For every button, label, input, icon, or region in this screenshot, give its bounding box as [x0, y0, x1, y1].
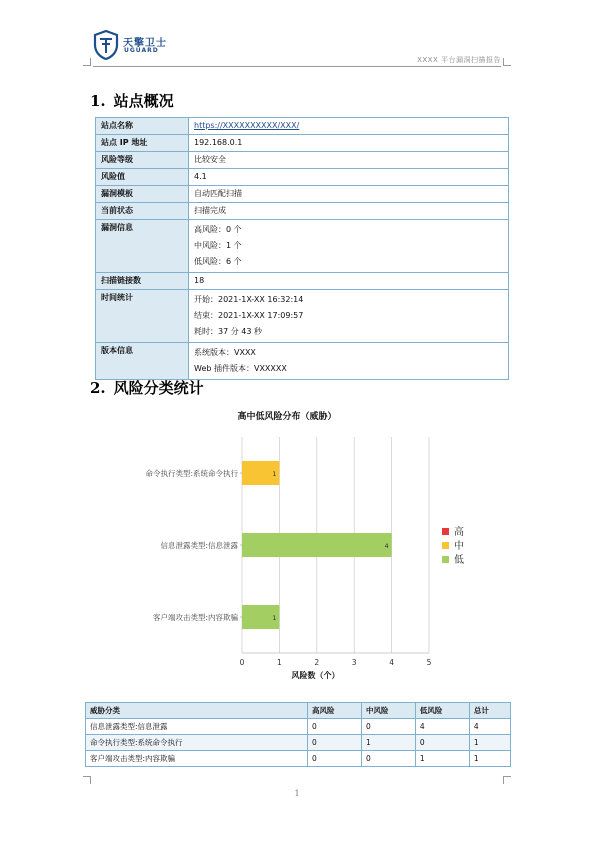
section-title: 风险分类统计	[113, 379, 204, 397]
legend-swatch	[442, 528, 449, 535]
ip-value: 192.168.0.1	[189, 135, 509, 152]
logo	[93, 30, 183, 62]
section-title: 站点概况	[113, 92, 174, 110]
time-label: 时间统计	[96, 290, 189, 343]
risk-summary-table	[85, 702, 511, 767]
column-header: 高风险	[308, 703, 362, 719]
chart-svg	[90, 405, 510, 695]
x-tick-label: 5	[426, 658, 432, 667]
table-row	[96, 273, 509, 290]
table-cell: 信息泄露类型:信息泄露	[86, 719, 308, 735]
links-value: 18	[189, 273, 509, 290]
site-name-label: 站点名称	[96, 118, 189, 135]
vuln-label: 漏洞信息	[96, 220, 189, 273]
vuln-low: 低风险：6 个	[194, 257, 242, 266]
section-number: 1.	[90, 92, 106, 110]
vuln-mid: 中风险：1 个	[194, 241, 242, 250]
risk-distribution-chart	[90, 405, 510, 695]
ip-label: 站点 IP 地址	[96, 135, 189, 152]
table-cell: 0	[361, 719, 415, 735]
x-tick-label: 3	[351, 658, 357, 667]
page-number: 1	[294, 789, 300, 798]
logo-text: 天擎卫士	[123, 38, 167, 49]
vuln-high: 高风险：0 个	[194, 225, 242, 234]
table-row	[96, 203, 509, 220]
x-tick-label: 4	[389, 658, 394, 667]
table-row	[96, 343, 509, 380]
table-cell: 客户端攻击类型:内容欺骗	[86, 751, 308, 767]
template-label: 漏洞模板	[96, 186, 189, 203]
section-number: 2.	[90, 379, 106, 397]
table-row	[96, 135, 509, 152]
y-tick-label: 命令执行类型:系统命令执行	[145, 469, 238, 478]
legend-swatch	[442, 556, 449, 563]
y-tick-label: 客户端攻击类型:内容欺骗	[152, 613, 238, 622]
shield-logo-icon	[93, 30, 119, 60]
x-tick-label: 0	[239, 658, 245, 667]
version-system: 系统版本：VXXX	[194, 348, 256, 357]
version-label: 版本信息	[96, 343, 189, 380]
links-label: 扫描链接数	[96, 273, 189, 290]
table-cell: 4	[469, 719, 510, 735]
table-row	[86, 735, 511, 751]
table-row	[96, 152, 509, 169]
report-title: XXXX 平台漏洞扫描报告	[417, 56, 501, 64]
data-label: 4	[384, 542, 389, 550]
x-tick-label: 1	[277, 658, 282, 667]
table-cell: 1	[469, 751, 510, 767]
legend-label: 低	[454, 555, 464, 566]
table-cell: 命令执行类型:系统命令执行	[86, 735, 308, 751]
bar-low	[242, 533, 392, 557]
page-corner-mark	[503, 776, 511, 784]
data-label: 1	[272, 470, 277, 478]
data-label: 1	[272, 614, 277, 622]
table-cell: 0	[308, 719, 362, 735]
chart-title: 高中低风险分布（威胁）	[237, 412, 337, 422]
time-start: 开始：2021-1X-XX 16:32:14	[194, 295, 304, 304]
legend-swatch	[442, 542, 449, 549]
table-row	[96, 118, 509, 135]
risk-value: 4.1	[189, 169, 509, 186]
column-header: 威胁分类	[86, 703, 308, 719]
table-row	[96, 220, 509, 273]
status-value: 扫描完成	[189, 203, 509, 220]
table-cell: 0	[308, 735, 362, 751]
table-cell: 0	[308, 751, 362, 767]
legend-label: 中	[454, 541, 464, 552]
status-label: 当前状态	[96, 203, 189, 220]
column-header: 总计	[469, 703, 510, 719]
page-corner-mark	[503, 58, 511, 66]
site-url-link[interactable]: https://XXXXXXXXXX/XXX/	[194, 121, 300, 130]
header-divider	[93, 66, 501, 67]
table-cell: 0	[361, 751, 415, 767]
table-cell: 0	[415, 735, 469, 751]
page-corner-mark	[83, 58, 91, 66]
legend-label: 高	[454, 527, 464, 538]
risk-value-label: 风险值	[96, 169, 189, 186]
section-heading-overview	[90, 90, 174, 111]
time-end: 结束：2021-1X-XX 17:09:57	[194, 311, 304, 320]
table-row	[96, 169, 509, 186]
x-tick-label: 2	[314, 658, 320, 667]
y-tick-label: 信息泄露类型:信息泄露	[160, 541, 238, 550]
section-heading-risk	[90, 377, 204, 398]
table-cell: 1	[361, 735, 415, 751]
logo-subtext: UGUARD	[124, 47, 159, 54]
table-row	[86, 751, 511, 767]
time-cost: 耗时：37 分 43 秒	[194, 327, 262, 336]
column-header: 低风险	[415, 703, 469, 719]
table-row	[96, 186, 509, 203]
x-axis-label: 风险数（个）	[291, 671, 340, 680]
table-row	[96, 290, 509, 343]
page-corner-mark	[83, 776, 91, 784]
column-header: 中风险	[361, 703, 415, 719]
overview-table	[95, 117, 509, 380]
table-header-row	[86, 703, 511, 719]
risk-level-value: 比较安全	[189, 152, 509, 169]
version-web: Web 插件版本：VXXXXX	[194, 364, 287, 373]
template-value: 自动匹配扫描	[189, 186, 509, 203]
table-cell: 1	[469, 735, 510, 751]
risk-level-label: 风险等级	[96, 152, 189, 169]
table-row	[86, 719, 511, 735]
table-cell: 4	[415, 719, 469, 735]
table-cell: 1	[415, 751, 469, 767]
